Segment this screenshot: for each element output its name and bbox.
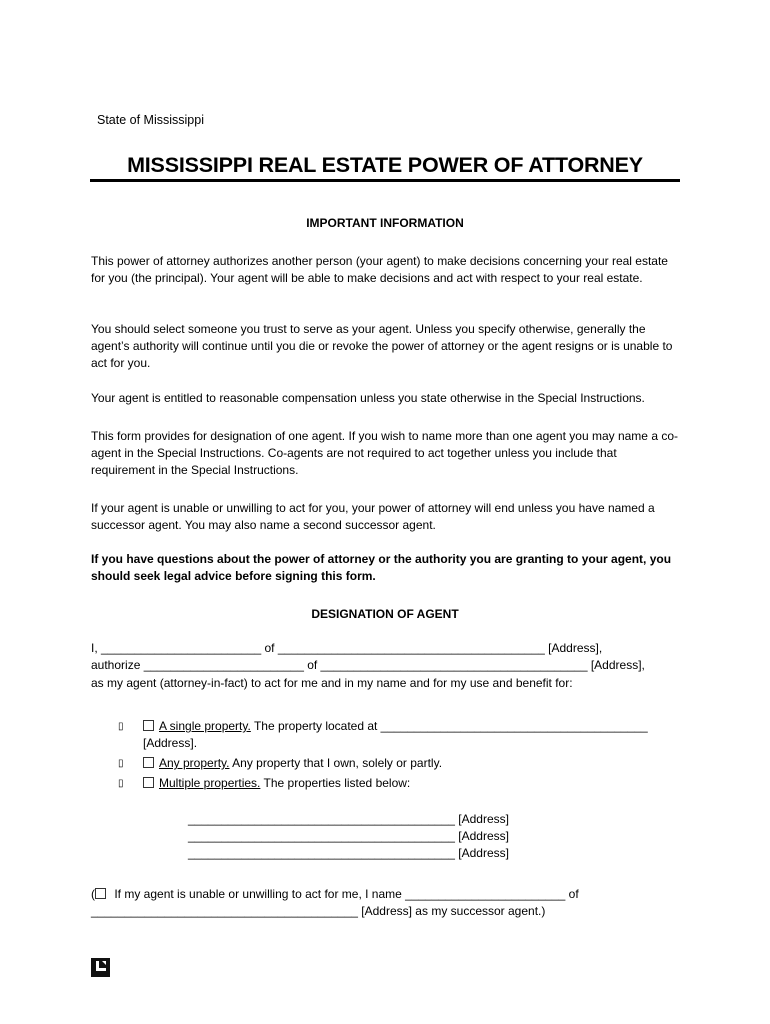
option-label: A single property. — [159, 719, 251, 733]
option-label: Any property. — [159, 756, 230, 770]
important-info-heading: IMPORTANT INFORMATION — [306, 216, 464, 230]
option-any-property[interactable] — [143, 755, 442, 772]
option-text: Any property that I own, solely or partly. — [229, 756, 443, 770]
title-divider — [90, 179, 680, 182]
paragraph-compensation: Your agent is entitled to reasonable compensation unless you state otherwise in the Special Instructions. — [91, 391, 645, 405]
state-label: State of Mississippi — [97, 113, 204, 127]
successor-line[interactable] — [91, 886, 579, 903]
paragraph-legal-advice: If you have questions about the power of attorney or the authority you are granting to your agent, you should seek legal advice before signing this form. — [91, 552, 672, 583]
paragraph-select-agent: You should select someone you trust to serve as your agent. Unless you specify otherwise, generally the agent’s authority will continue until you die or revoke the power of attorney or the agent resigns or is unable to act for you. — [91, 322, 673, 370]
checkbox-multiple-properties[interactable] — [143, 777, 154, 788]
address-line-1[interactable]: ________________________________________ [Address] — [188, 812, 509, 826]
option-label: Multiple properties. — [159, 776, 261, 790]
option-multiple-properties[interactable] — [143, 775, 410, 792]
address-line-2[interactable]: ________________________________________ [Address] — [188, 829, 509, 843]
document-logo-icon — [91, 958, 110, 977]
successor-address-line[interactable]: ________________________________________ [Address] as my successor agent.) — [91, 904, 546, 918]
successor-text: If my agent is unable or unwilling to act for me, I name ________________________ of — [111, 887, 579, 901]
option-continuation: [Address]. — [143, 736, 198, 750]
document-title: MISSISSIPPI REAL ESTATE POWER OF ATTORNEY — [127, 153, 643, 177]
designation-heading: DESIGNATION OF AGENT — [311, 607, 459, 621]
option-text: The properties listed below: — [260, 776, 411, 790]
checkbox-single-property[interactable] — [143, 720, 154, 731]
agent-purpose-line: as my agent (attorney-in-fact) to act for me and in my name and for my use and benefit for: — [91, 676, 573, 690]
bullet-icon: ▯ — [118, 778, 124, 789]
checkbox-successor[interactable] — [95, 888, 106, 899]
bullet-icon: ▯ — [118, 758, 124, 769]
checkbox-any-property[interactable] — [143, 757, 154, 768]
paragraph-agent-authority: This power of attorney authorizes another person (your agent) to make decisions concerning your real estate for you (the principal). Your agent will be able to make decisions and act with respect to your real estate. — [91, 254, 668, 285]
paragraph-co-agent: This form provides for designation of one agent. If you wish to name more than one agent you may name a co-agent in the Special Instructions. Co-agents are not required to act together unless you include that requirement in the Special Instructions. — [91, 429, 678, 477]
bullet-icon: ▯ — [118, 721, 124, 732]
principal-line[interactable]: I, ________________________ of ________________________________________ [Address], — [91, 641, 603, 655]
option-text: The property located at ________________________________________ — [250, 719, 648, 733]
option-single-property[interactable] — [143, 718, 648, 735]
paragraph-successor: If your agent is unable or unwilling to act for you, your power of attorney will end unless you have named a successor agent. You may also name a second successor agent. — [91, 501, 655, 532]
address-line-3[interactable]: ________________________________________ [Address] — [188, 846, 509, 860]
agent-line[interactable]: authorize ________________________ of ________________________________________ [Address], — [91, 658, 645, 672]
successor-paren: ( — [91, 887, 95, 901]
